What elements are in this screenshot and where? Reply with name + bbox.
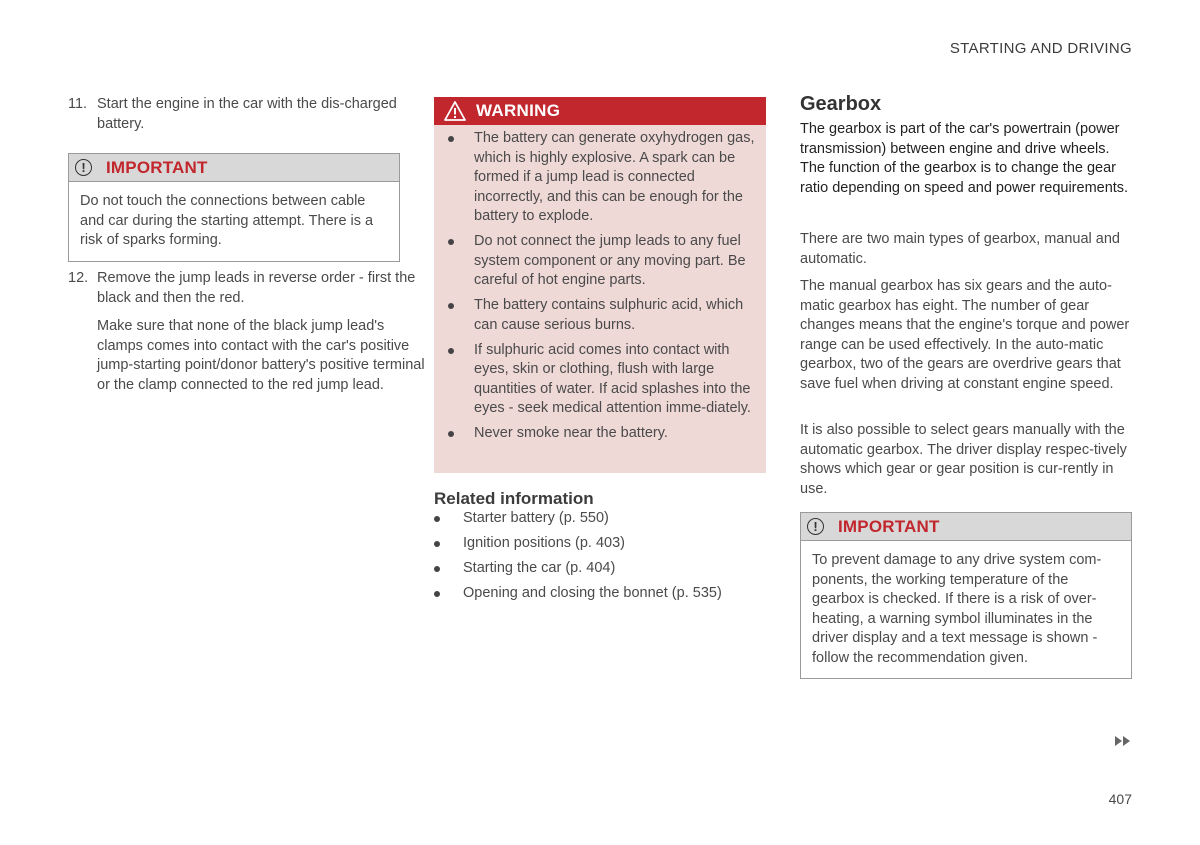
gearbox-heading: Gearbox — [800, 93, 882, 115]
section-title: STARTING AND DRIVING — [949, 40, 1132, 57]
bullet-icon — [434, 566, 440, 572]
gearbox-paragraph: The manual gearbox has six gears and the auto-matic gearbox has eight. The number of gear changes means that the engine's torque and power range can be used effectively. In the auto-matic gearbox, two of the gears are overdrive gears that save fuel when driving at constant engine speed. — [800, 278, 1130, 392]
bullet-icon — [434, 516, 440, 522]
bullet-icon — [434, 591, 440, 597]
related-title: Related information — [434, 489, 594, 508]
related-information — [434, 489, 766, 609]
exclamation-circle-icon: ! — [75, 159, 92, 176]
important-title: IMPORTANT — [106, 157, 208, 177]
warning-item: Never smoke near the battery. — [448, 424, 756, 444]
important-header — [69, 154, 399, 182]
next-page-icon[interactable] — [1114, 735, 1132, 747]
warning-item: The battery can generate oxyhydrogen gas, which is highly explosive. A spark can be formed if a jump lead is connected incorrectly, and this can be enough for the battery to explode. — [448, 129, 756, 227]
warning-title: WARNING — [476, 101, 561, 120]
exclamation-circle-icon: ! — [807, 518, 824, 535]
important-box — [68, 153, 400, 262]
step-12 — [68, 269, 429, 395]
bullet-icon — [448, 136, 454, 142]
warning-triangle-icon — [444, 101, 466, 121]
warning-item: The battery contains sulphuric acid, which can cause serious burns. — [448, 296, 756, 335]
step-11 — [68, 95, 397, 134]
related-link[interactable]: Ignition positions (p. 403) — [434, 534, 766, 554]
important-box — [800, 512, 1132, 679]
related-link[interactable]: Opening and closing the bonnet (p. 535) — [434, 584, 766, 604]
important-header — [801, 513, 1131, 541]
bullet-icon — [448, 348, 454, 354]
important-title: IMPORTANT — [838, 516, 940, 536]
step-subtext: Make sure that none of the black jump lead's clamps comes into contact with the car's positive jump-starting point/donor battery's positive terminal or the clamp connected to the red jump lead. — [97, 318, 425, 393]
step-text: Start the engine in the car with the dis-charged battery. — [97, 96, 397, 132]
step-text: Remove the jump leads in reverse order - first the black and then the red. — [97, 270, 416, 306]
bullet-icon — [448, 431, 454, 437]
step-number: 11. — [68, 96, 88, 112]
warning-item: If sulphuric acid comes into contact with eyes, skin or clothing, flush with large quantities of water. If acid splashes into the eyes - seek medical attention imme-diately. — [448, 341, 756, 419]
related-list — [434, 509, 766, 604]
gearbox-paragraph: It is also possible to select gears manually with the automatic gearbox. The driver display respec-tively shows which gear or gear position is cur-rently in use. — [800, 422, 1127, 497]
related-link[interactable]: Starting the car (p. 404) — [434, 559, 766, 579]
gearbox-intro: The gearbox is part of the car's powertrain (power transmission) between engine and drive wheels. The function of the gearbox is to change the gear ratio depending on speed and power requirements. — [800, 121, 1129, 196]
page-number: 407 — [1108, 791, 1132, 807]
important-body: To prevent damage to any drive system com-ponents, the working temperature of the gearbox is checked. If there is a risk of over-heating, a warning symbol illuminates in the driver display and a text message is shown - follow the recommendation given. — [812, 552, 1102, 666]
bullet-icon — [434, 541, 440, 547]
bullet-icon — [448, 303, 454, 309]
important-body: Do not touch the connections between cable and car during the starting attempt. There is a risk of sparks forming. — [80, 193, 374, 248]
gearbox-paragraph: There are two main types of gearbox, manual and automatic. — [800, 231, 1120, 267]
related-link[interactable]: Starter battery (p. 550) — [434, 509, 766, 529]
warning-header — [434, 97, 766, 125]
warning-box — [434, 97, 766, 473]
double-play-arrow-icon — [1114, 735, 1132, 747]
warning-list — [434, 125, 766, 455]
warning-item: Do not connect the jump leads to any fuel system component or any moving part. Be careful of hot engine parts. — [448, 232, 756, 291]
step-number: 12. — [68, 270, 89, 286]
bullet-icon — [448, 239, 454, 245]
